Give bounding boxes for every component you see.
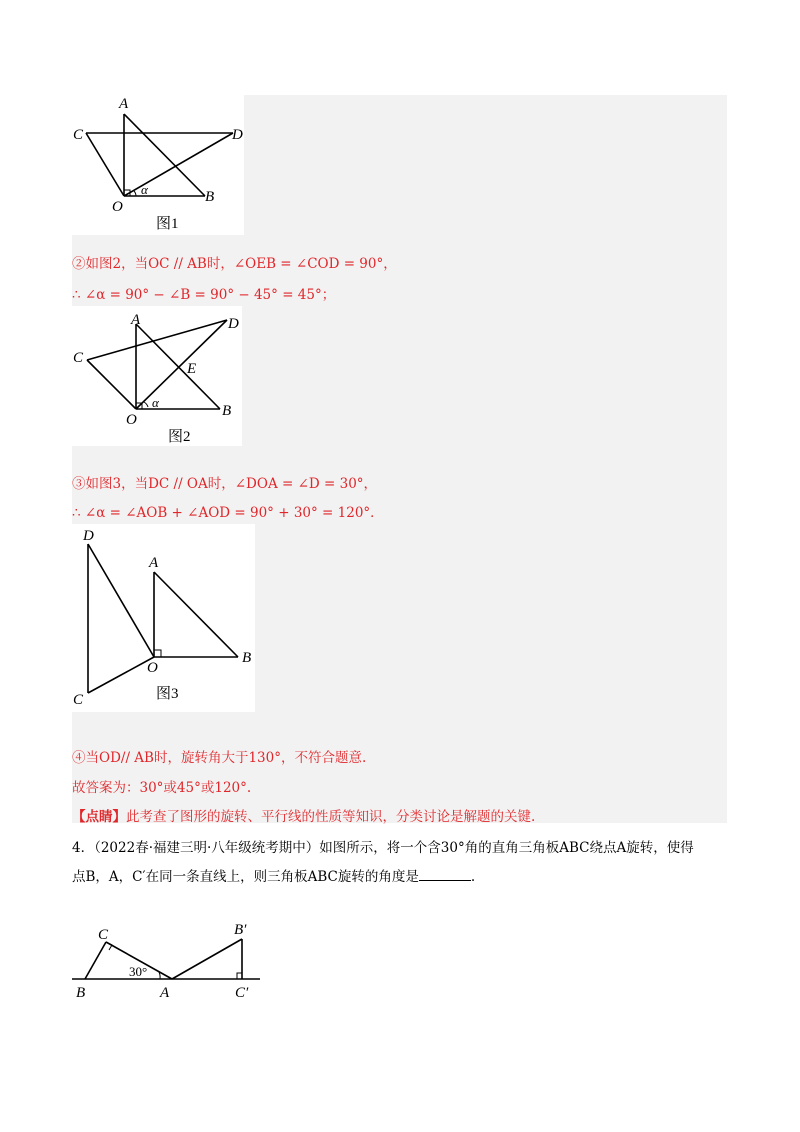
label-a: A xyxy=(160,985,170,1001)
answer-line: 故答案为：30°或45°或120°. xyxy=(72,780,252,796)
label-b-prime: B′ xyxy=(234,922,247,938)
label-c: C xyxy=(98,927,109,943)
answer-blank[interactable] xyxy=(419,868,471,881)
label-o: O xyxy=(112,199,123,215)
figure-1-caption: 图1 xyxy=(156,216,179,232)
label-angle: 30° xyxy=(129,964,148,979)
figure-2 xyxy=(72,306,242,446)
label-d: D xyxy=(83,528,94,544)
label-o: O xyxy=(126,412,137,428)
figure-2-caption: 图2 xyxy=(168,429,191,445)
figure-3-caption: 图3 xyxy=(156,686,179,702)
label-b: B xyxy=(222,403,232,419)
label-d: D xyxy=(228,316,239,332)
label-a: A xyxy=(119,96,129,112)
case-3-line-1: ③如图3，当DC // OA时，∠DOA = ∠D = 30°， xyxy=(72,476,378,492)
label-e: E xyxy=(187,361,197,377)
label-c: C xyxy=(73,692,84,708)
label-alpha: α xyxy=(152,395,159,410)
question-4-line-1: 4．（2022春·福建三明·八年级统考期中）如图所示，将一个含30°角的直角三角板ABC绕点A旋转，使得 xyxy=(72,840,694,856)
figure-4 xyxy=(72,918,272,1006)
case-2-line-2: ∴ ∠α = 90° − ∠B = 90° − 45° = 45°； xyxy=(72,287,336,303)
label-c-prime: C′ xyxy=(235,985,249,1001)
comment-text: 此考查了图形的旋转、平行线的性质等知识，分类讨论是解题的关键. xyxy=(126,809,536,825)
case-3-line-2: ∴ ∠α = ∠AOB + ∠AOD = 90° + 30° = 120°． xyxy=(72,505,384,521)
label-c: C xyxy=(73,127,84,143)
case-2-line-1: ②如图2，当OC // AB时，∠OEB = ∠COD = 90°， xyxy=(72,256,397,272)
label-b: B xyxy=(76,985,86,1001)
comment-line xyxy=(72,805,535,825)
label-o: O xyxy=(147,660,158,676)
figure-1 xyxy=(72,95,244,235)
label-a: A xyxy=(131,312,141,328)
question-4-end: . xyxy=(470,869,476,885)
comment-tag: 【点睛】 xyxy=(72,809,126,825)
label-b: B xyxy=(242,650,252,666)
label-a: A xyxy=(149,555,159,571)
question-4-line-2 xyxy=(72,865,475,885)
case-4-line: ④当OD// AB时，旋转角大于130°，不符合题意. xyxy=(72,750,367,766)
label-d: D xyxy=(232,127,243,143)
label-c: C xyxy=(73,350,84,366)
figure-3 xyxy=(72,524,255,712)
label-alpha: α xyxy=(141,182,148,197)
label-b: B xyxy=(205,189,215,205)
question-4-text: 点B，A，C′在同一条直线上，则三角板ABC旋转的角度是 xyxy=(72,869,419,885)
